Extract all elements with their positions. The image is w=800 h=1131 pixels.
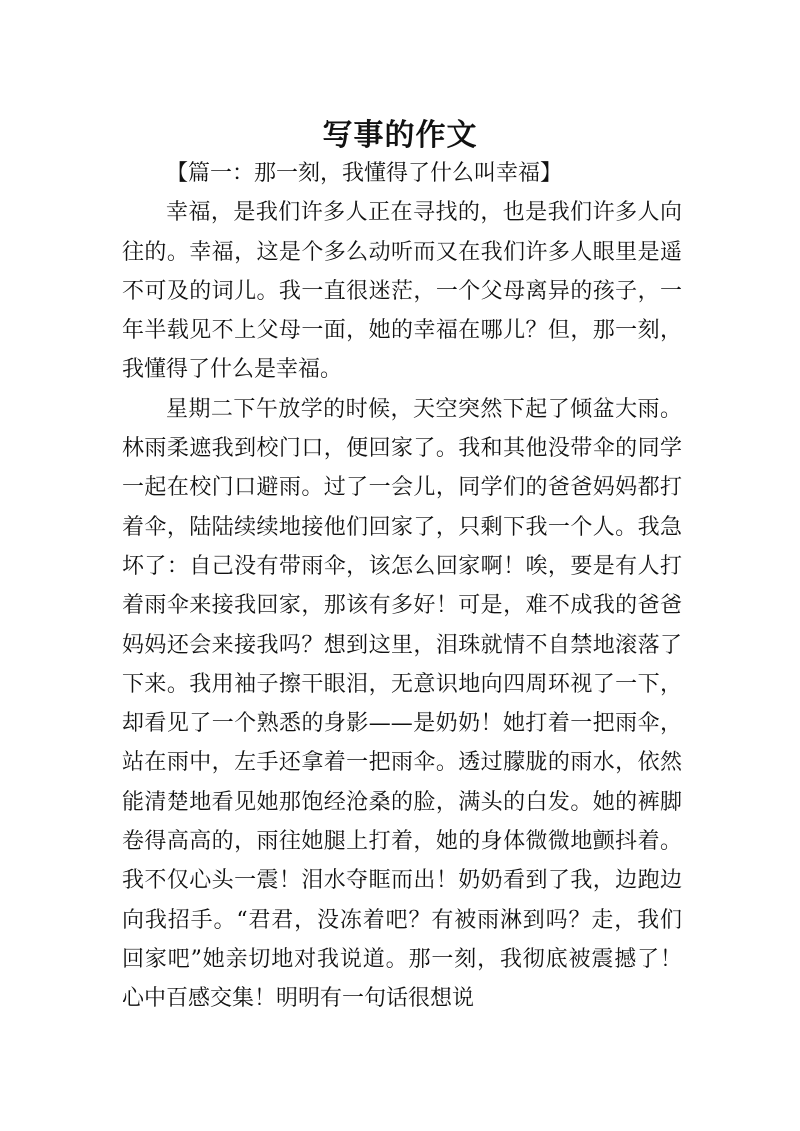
paragraph-2: 星期二下午放学的时候，天空突然下起了倾盆大雨。林雨柔遮我到校门口，便回家了。我和其他没带伞的同学一起在校门口避雨。过了一会儿，同学们的爸爸妈妈都打着伞，陆陆续续地接他们回家了，只剩下我一个人。我急坏了：自己没有带雨伞，该怎么回家啊！唉，要是有人打着雨伞来接我回家，那该有多好！可是，难不成我的爸爸妈妈还会来接我吗？想到这里，泪珠就情不自禁地滚落了下来。我用袖子擦干眼泪，无意识地向四周环视了一下，却看见了一个熟悉的身影——是奶奶！她打着一把雨伞，站在雨中，左手还拿着一把雨伞。透过朦胧的雨水，依然能清楚地看见她那饱经沧桑的脸，满头的白发。她的裤脚卷得高高的，雨往她腿上打着，她的身体微微地颤抖着。我不仅心头一震！泪水夺眶而出！奶奶看到了我，边跑边向我招手。“君君，没冻着吧？有被雨淋到吗？走，我们回家吧”她亲切地对我说道。那一刻，我彻底被震撼了！心中百感交集！明明有一句话很想说 (122, 396, 682, 1012)
section-heading: 【篇一：那一刻，我懂得了什么叫幸福】 (166, 161, 563, 186)
document-title: 写事的作文 (322, 118, 478, 154)
paragraph-1: 幸福，是我们许多人正在寻找的，也是我们许多人向往的。幸福，这是个多么动听而又在我们许多人眼里是遥不可及的词儿。我一直很迷茫，一个父母离异的孩子，一年半载见不上父母一面，她的幸福在哪儿？但，那一刻，我懂得了什么是幸福。 (122, 200, 682, 383)
document-body (122, 154, 682, 1019)
